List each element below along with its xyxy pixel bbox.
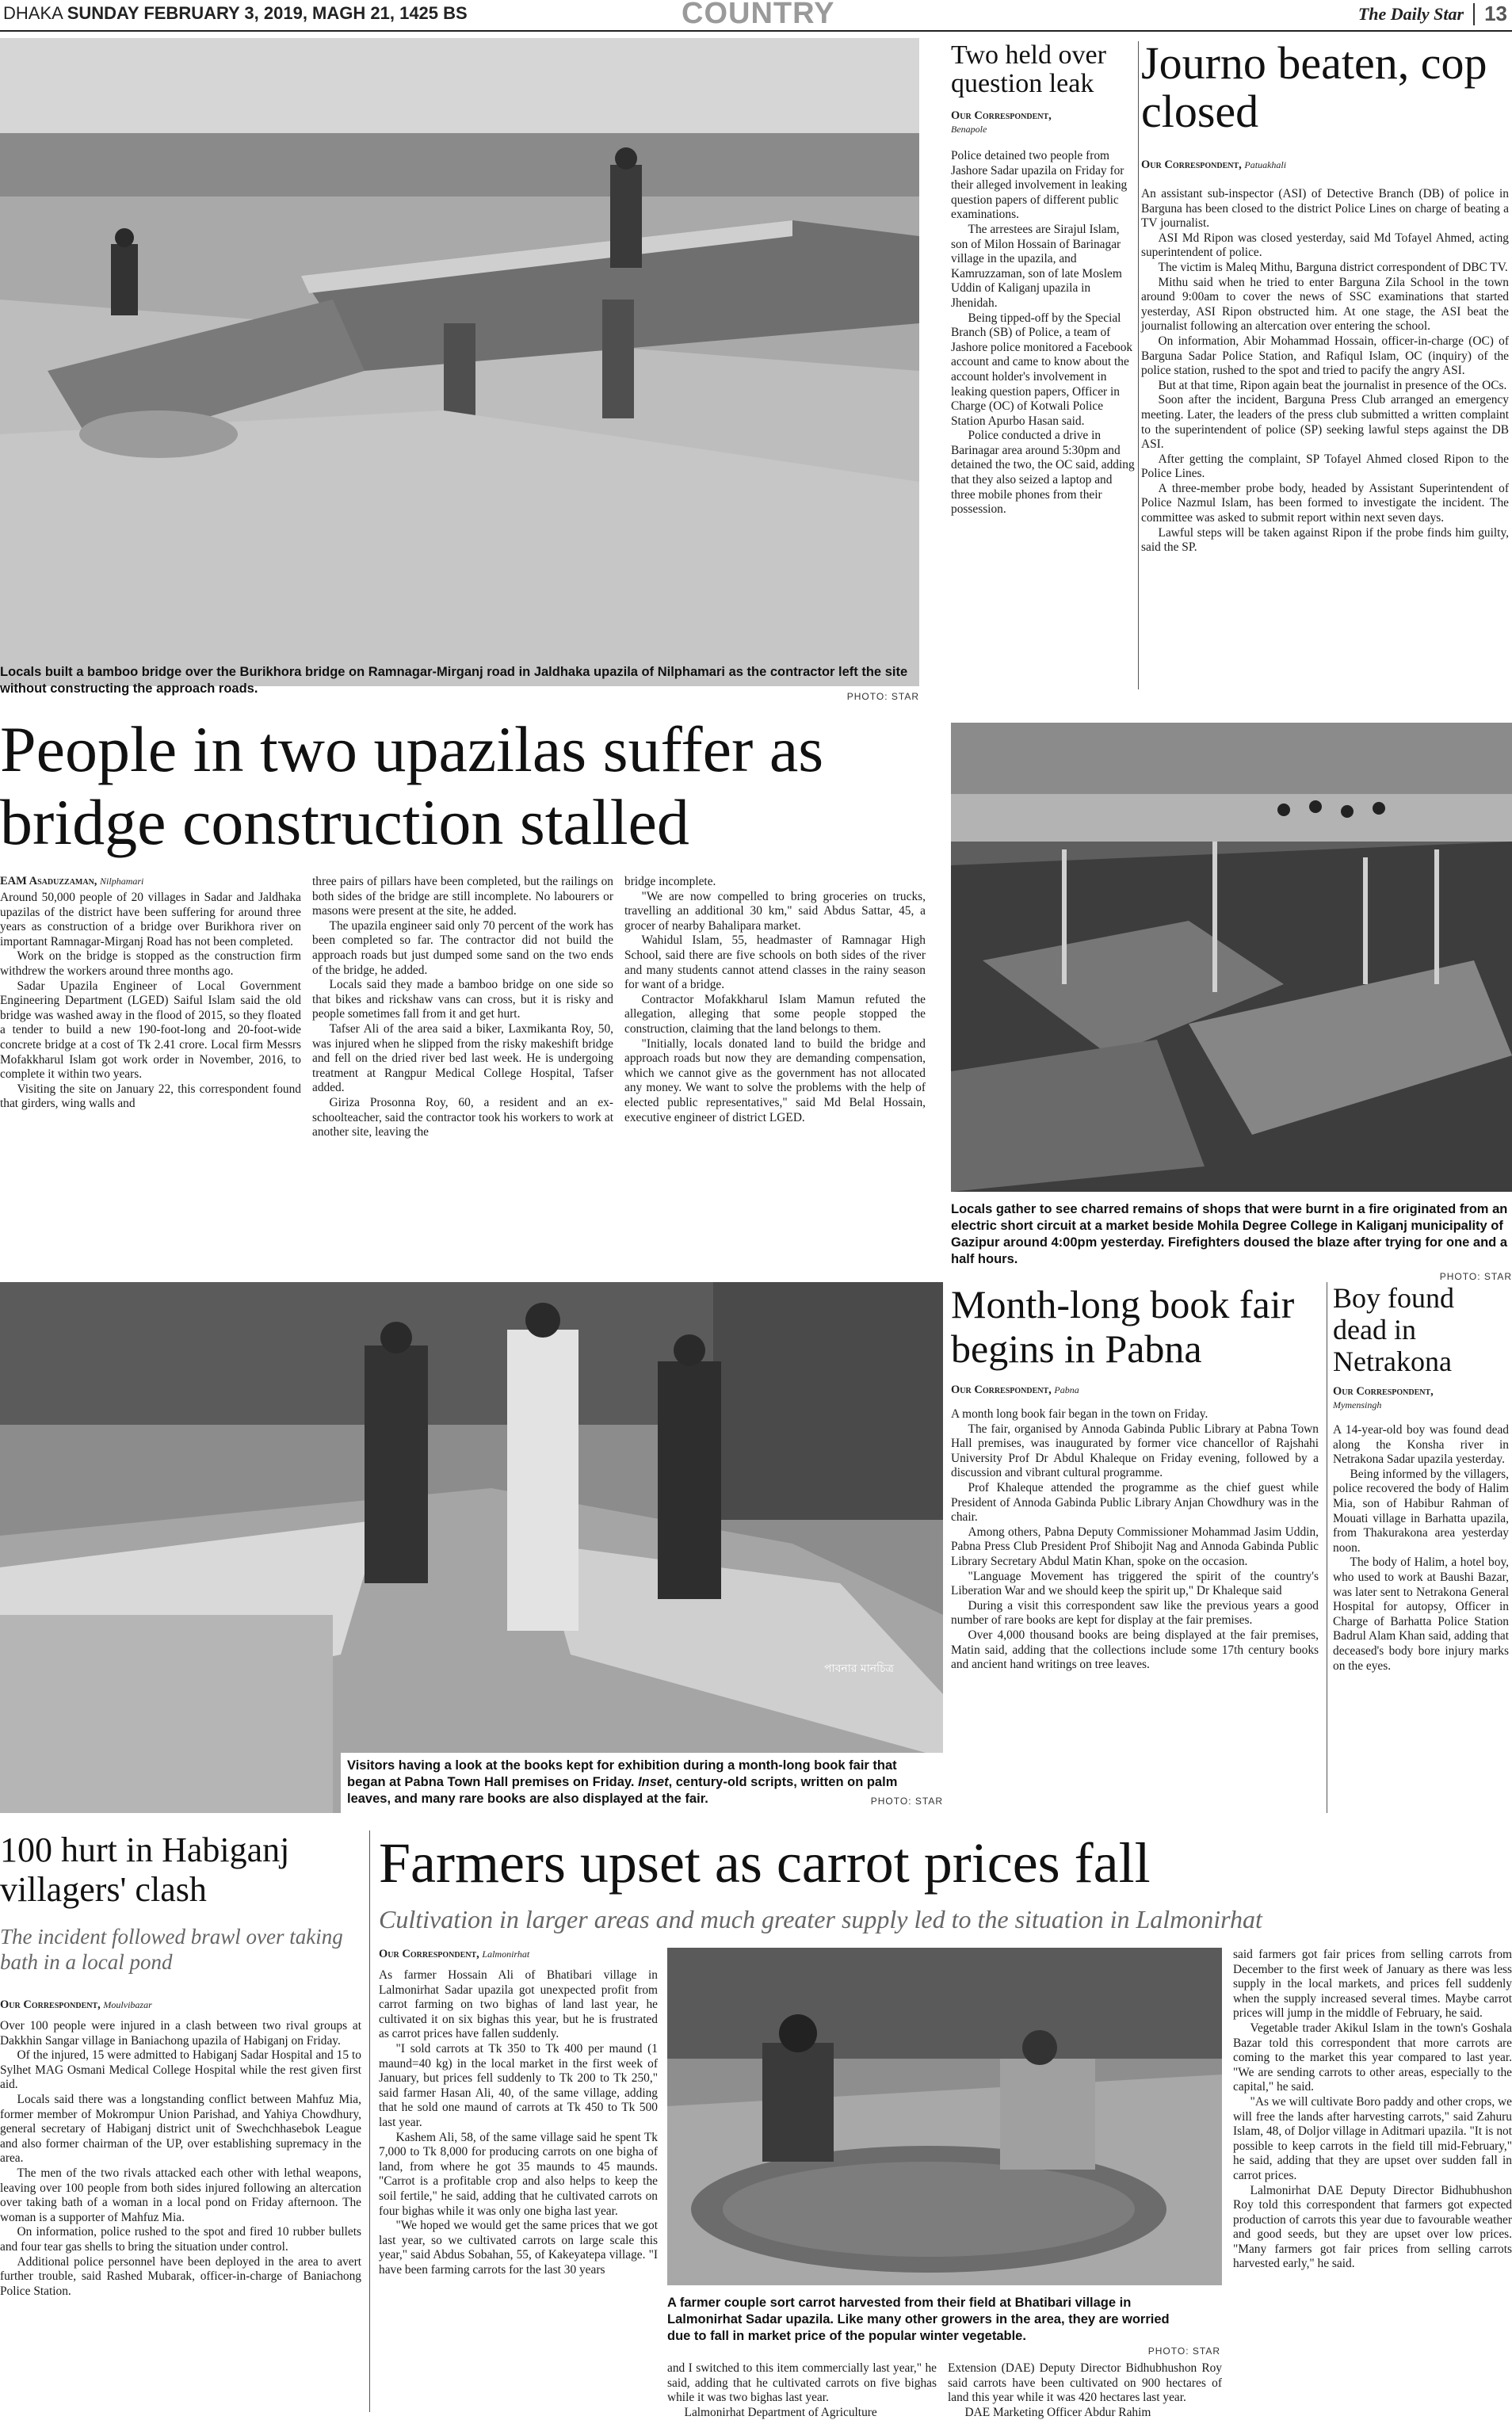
- carrot-paragraph: Extension (DAE) Deputy Director Bidhubhushon Roy said carrots have been cultivated on 900 hectares of land this year while it was 420 hectares last year.: [948, 2361, 1222, 2405]
- carrot-paragraph: DAE Marketing Officer Abdur Rahim: [964, 2405, 1151, 2419]
- masthead: [0, 0, 1512, 32]
- leak-headline: Two held over question leak: [951, 40, 1106, 98]
- bridge-paragraph: Work on the bridge is stopped as the construction firm withdrew the workers around three months ago.: [0, 949, 301, 978]
- fire-caption: Locals gather to see charred remains of shops that were burnt in a fire originated from an electric short circuit at a market beside Mohila Degree College in Kaliganj municipality of Gazipur around 4:00pm yesterday. Firefighters doused the blaze after trying for one and a half hours.: [951, 1202, 1508, 1266]
- carrot-paragraph: Kashem Ali, 58, of the same village said he spent Tk 7,000 to Tk 8,000 for producing carrots on one bigha of land, from where he got 35 maunds to 45 maunds. "Carrot is a profitable crop and also helps to keep the soil fertile," he said, adding that he cultivated carrots on four bighas while it was only one bigha last year.: [379, 2130, 658, 2218]
- carrot-paragraph: and I switched to this item commercially last year," he said, adding that he cultivated carrots on five bighas while it was two bighas last year.: [667, 2361, 937, 2405]
- journo-paragraph: A three-member probe body, headed by Assistant Superintendent of Police Nazmul Islam, has been formed to investigate the incident. The committee was asked to submit report within next seven days.: [1141, 481, 1509, 525]
- leak-paragraph: Being tipped-off by the Special Branch (SB) of Police, a team of Jashore police monitored a Facebook account and came to know about the account holder's involvement in leaking question papers, Officer in Charge (OC) of Kotwali Police Station Apurbo Hasan said.: [951, 311, 1133, 428]
- bookfair-paragraph: The fair, organised by Annoda Gabinda Public Library at Pabna Town Hall premises, was inaugurated by former vice chancellor of Rajshahi University Prof Dr Abdul Khaleque on Friday evening, followed by a discussion and vibrant cultural programme.: [951, 1422, 1319, 1480]
- bridge-body-col3: [624, 875, 926, 1125]
- paper-logo: The Daily Star: [1357, 3, 1464, 24]
- carrot-paragraph: Lalmonirhat DAE Deputy Director Bidhubhushon Roy told this correspondent that farmers got expected production of carrots this year due to favourable weather and good seeds, but they are upset over low prices. "Many farmers got fair prices from selling carrots harvested early," he said.: [1233, 2183, 1512, 2271]
- carrot-body-col3: [948, 2361, 1222, 2420]
- journo-paragraph: The victim is Maleq Mithu, Barguna district correspondent of DBC TV.: [1158, 260, 1508, 274]
- section-title: COUNTRY: [682, 0, 835, 30]
- carrot-caption: A farmer couple sort carrot harvested from their field at Bhatibari village in Lalmonirhat Sadar upazila. Like many other growers in the area, they are worried due to fall in market price of the popular winter vegetable.: [667, 2296, 1170, 2343]
- clash-byline: Our Correspondent, Moulvibazar: [0, 1998, 152, 2011]
- bridge-paragraph: Locals said they made a bamboo bridge on one side so that bikes and rickshaw vans can cross, but it is risky and people sometimes fall from it and get hurt.: [312, 978, 613, 1021]
- bridge-paragraph: "Initially, locals donated land to build the bridge and approach roads but now they are demanding compensation, which we cannot give as the government has not allocated any money. We want to solve the problems with the help of elected public representatives," said Md Belal Hossain, executive engineer of district LGED.: [624, 1036, 926, 1124]
- boy-paragraph: A 14-year-old boy was found dead along the Konsha river in Netrakona Sadar upazila yesterday.: [1333, 1423, 1509, 1467]
- clash-paragraph: Additional police personnel have been deployed in the area to avert further trouble, said Rashed Mubarak, officer-in-charge of Baniachong Police Station.: [0, 2254, 361, 2298]
- carrot-byline: Our Correspondent, Lalmonirhat: [379, 1948, 530, 1960]
- fire-photo: [951, 723, 1512, 1192]
- carrot-paragraph: "I sold carrots at Tk 350 to Tk 400 per maund (1 maund=40 kg) in the local market in the first week of January, but prices fell suddenly to Tk 200 to Tk 250," said farmer Hasan Ali, 40, of the same village, adding that he sold one maund of carrots at Tk 450 to Tk 500 last year.: [379, 2041, 658, 2129]
- bridge-byline: EAM Asaduzzaman, Nilphamari: [0, 875, 144, 887]
- journo-paragraph: On information, Abir Mohammad Hossain, officer-in-charge (OC) of Barguna Sadar Police Station, and Rafiqul Islam, OC (inquiry) of the police station, rushed to the spot and tried to pacify the angry ASI.: [1141, 334, 1509, 378]
- bookfair-body: [951, 1407, 1319, 1673]
- bookfair-photo-image: [0, 1282, 943, 1813]
- carrot-paragraph: "We hoped we would get the same prices that we got last year, so we cultivated carrots on large scale this year," said Abdus Sobahan, 55, of Kakeyatepa village. "I have been farming carrots for the last 30 years: [379, 2219, 658, 2277]
- bookfair-paragraph: "Language Movement has triggered the spirit of the country's Liberation War and we should keep the spirit up," Dr Khaleque said: [951, 1569, 1319, 1598]
- journo-paragraph: After getting the complaint, SP Tofayel Ahmed closed Ripon to the Police Lines.: [1141, 452, 1509, 481]
- bookfair-photo-credit: PHOTO: STAR: [870, 1796, 943, 1807]
- carrot-photo: [667, 1948, 1222, 2285]
- page-number: 13: [1484, 2, 1507, 25]
- journo-byline: Our Correspondent, Patuakhali: [1141, 158, 1287, 171]
- clash-paragraph: The men of the two rivals attacked each other with lethal weapons, leaving over 100 people from both sides injured following an altercation over taking bath of a woman in a local pond on Friday afternoon. The woman is a supporter of Mahfuz Mia.: [0, 2166, 361, 2224]
- bridge-paragraph: bridge incomplete.: [624, 875, 716, 888]
- carrot-body-col1: [379, 1968, 658, 2277]
- clash-paragraph: On information, police rushed to the spot and fired 10 rubber bullets and four tear gas shells to bring the situation under control.: [0, 2225, 361, 2254]
- bookfair-byline: Our Correspondent, Pabna: [951, 1384, 1079, 1396]
- fire-photo-image: [951, 723, 1512, 1192]
- boy-headline: Boy found dead in Netrakona: [1333, 1282, 1454, 1377]
- clash-paragraph: Over 100 people were injured in a clash between two rival groups at Dakkhin Sangar village in Baniachong upazila of Habiganj on Friday.: [0, 2019, 361, 2048]
- bookfair-paragraph: During a visit this correspondent saw like the previous years a good number of rare books are kept for display at the fair premises.: [951, 1598, 1319, 1628]
- dateline-date: SUNDAY FEBRUARY 3, 2019, MAGH 21, 1425 BS: [67, 3, 468, 23]
- journo-paragraph: Soon after the incident, Barguna Press Club arranged an emergency meeting. Later, the leaders of the press club submitted a written complaint to the superintendent of police (SP) seeking lawful steps against the DB ASI.: [1141, 393, 1509, 452]
- clash-body: [0, 2019, 361, 2299]
- leak-byline: Our Correspondent, Benapole: [951, 109, 1052, 135]
- clash-paragraph: Of the injured, 15 were admitted to Habiganj Sadar Hospital and 15 to Sylhet MAG Osmani Medical College Hospital while the rest given first aid.: [0, 2048, 361, 2092]
- bridge-paragraph: Contractor Mofakkharul Islam Mamun refuted the allegation, alleging that some people stopped the construction, claiming that the land belongs to them.: [624, 992, 926, 1036]
- masthead-divider: [1473, 3, 1475, 25]
- carrot-photo-image: [667, 1948, 1222, 2285]
- bookfair-paragraph: Over 4,000 thousand books are being displayed at the fair premises, Matin said, adding that the collections include some 17th century books and ancient hand writings on tree leaves.: [951, 1628, 1319, 1672]
- bookfair-photo: [0, 1282, 943, 1813]
- carrot-body-col4: [1233, 1948, 1512, 2272]
- boy-body: [1333, 1423, 1509, 1674]
- bridge-headline: People in two upazilas suffer as bridge construction stalled: [0, 713, 824, 858]
- dateline-city: DHAKA: [3, 3, 63, 23]
- bridge-paragraph: three pairs of pillars have been completed, but the railings on both sides of the bridge are still incomplete. No labourers or masons were present at the site, he added.: [312, 875, 613, 918]
- bridge-paragraph: Wahidul Islam, 55, headmaster of Ramnagar High School, said there are five schools on both sides of the river and many students cannot attend classes in the rainy season for want of a bridge.: [624, 933, 926, 992]
- carrot-kicker: Cultivation in larger areas and much greater supply led to the situation in Lalmonirhat: [379, 1905, 1262, 1933]
- column-divider: [369, 1830, 370, 2412]
- carrot-paragraph: Lalmonirhat Department of Agriculture: [684, 2405, 877, 2419]
- bookfair-headline: Month-long book fair begins in Pabna: [951, 1282, 1295, 1371]
- journo-paragraph: An assistant sub-inspector (ASI) of Detective Branch (DB) of police in Barguna has been closed to the district Police Lines on charge of beating a TV journalist.: [1141, 187, 1509, 231]
- bridge-photo: [0, 38, 919, 686]
- bridge-paragraph: Giriza Prosonna Roy, 60, a resident and an ex-schoolteacher, said the contractor took his workers to work at another site, leaving the: [312, 1095, 613, 1139]
- bridge-photo-credit: PHOTO: STAR: [846, 691, 919, 702]
- bookfair-caption: Visitors having a look at the books kept for exhibition during a month-long book fair that began at Pabna Town Hall premises on Friday. Inset, century-old scripts, written on palm leaves, and many rare books are also displayed at the fair.: [341, 1753, 943, 1813]
- bridge-paragraph: Tafser Ali of the area said a biker, Laxmikanta Roy, 50, was injured when he slipped from the risky makeshift bridge and fell on the dried river bed last week. He is undergoing treatment at Rangpur Medical College Hospital, Tafser added.: [312, 1021, 613, 1095]
- journo-headline: Journo beaten, cop closed: [1141, 37, 1487, 137]
- boy-byline: Our Correspondent, Mymensingh: [1333, 1385, 1434, 1410]
- leak-paragraph: Police conducted a drive in Barinagar area around 5:30pm and detained the two, the OC said, adding that they also seized a laptop and three mobile phones from their possession.: [951, 429, 1135, 517]
- bookfair-paragraph: Among others, Pabna Deputy Commissioner Mohammad Jasim Uddin, Pabna Press Club President Prof Shibojit Nag and Annoda Gabinda Public Library Secretary Abdul Matin Khan, spoke on the occasion.: [951, 1525, 1319, 1568]
- leak-body: [951, 149, 1135, 517]
- clash-paragraph: Locals said there was a longstanding conflict between Mahfuz Mia, former member of Mokrompur Union Parishad, and Yahiya Chowdhury, general secretary of Habiganj district unit of Swechchhasebok League and also former chairman of the UP, over establishing supremacy in the area.: [0, 2092, 361, 2166]
- journo-body: [1141, 187, 1509, 555]
- masthead-right: [1358, 2, 1507, 26]
- bridge-caption: Locals built a bamboo bridge over the Burikhora bridge on Ramnagar-Mirganj road in Jaldhaka upazila of Nilphamari as the contractor left the site without constructing the approach roads.: [0, 665, 908, 696]
- carrot-paragraph: Vegetable trader Akikul Islam in the town's Goshala Bazar told this correspondent that more carrots are coming to the market this year compared to last year. "We are sending carrots to other areas, especially to the capital," he said.: [1233, 2021, 1512, 2094]
- leak-paragraph: The arrestees are Sirajul Islam, son of Milon Hossain of Barinagar village in the upazila, and Kamruzzaman, son of late Moslem Uddin of Kaliganj upazila in Jhenidah.: [951, 222, 1122, 310]
- clash-headline: 100 hurt in Habiganj villagers' clash: [0, 1830, 290, 1909]
- carrot-photo-credit: PHOTO: STAR: [1147, 2346, 1220, 2357]
- bridge-body-col2: [312, 875, 613, 1140]
- boy-paragraph: Being informed by the villagers, police recovered the body of Halim Mia, son of Habibur Rahman of Mouati village in Barhatta upazila, from Thakurakona area yesterday noon.: [1333, 1467, 1509, 1555]
- boy-paragraph: The body of Halim, a hotel boy, who used to work at Baushi Bazar, was later sent to Netrakona General Hospital for autopsy, Officer in Charge of Barhatta Police Station Badrul Alam Khan said, adding that deceased's body bore injury marks on the eyes.: [1333, 1555, 1509, 1673]
- fire-photo-credit: PHOTO: STAR: [1439, 1271, 1512, 1282]
- bookfair-paragraph: Prof Khaleque attended the programme as the chief guest while President of Annoda Gabinda Public Library Anjan Chowdhury was in the chair.: [951, 1480, 1319, 1525]
- bridge-paragraph: The upazila engineer said only 70 percent of the work has been completed so far. The contractor did not build the approach roads but just dumped some sand on the two ends of the bridge, he added.: [312, 918, 613, 977]
- carrot-body-col2: [667, 2361, 937, 2420]
- bookfair-paragraph: A month long book fair began in the town on Friday.: [951, 1407, 1208, 1421]
- leak-paragraph: Police detained two people from Jashore Sadar upazila on Friday for their alleged involvement in leaking question papers of different public examinations.: [951, 149, 1128, 222]
- column-divider: [1138, 41, 1139, 689]
- carrot-paragraph: said farmers got fair prices from selling carrots from December to the first week of January as there was less supply in the local markets, and prices fell suddenly when the supply increased several times. Maybe carrot prices will jump in the middle of February, he said.: [1233, 1948, 1512, 2021]
- bridge-paragraph: "We are now compelled to bring groceries on trucks, travelling an additional 30 km," said Abdus Sattar, 45, a grocer of nearby Bahalipara market.: [624, 889, 926, 933]
- bookfair-sign-text: পাবনার মানচিত্র: [824, 1662, 894, 1675]
- bridge-paragraph: Around 50,000 people of 20 villages in Sadar and Jaldhaka upazilas of the district have been suffering for around three years as construction of a bridge over Burikhora river on important Ramnagar-Mirganj Road has not been completed.: [0, 891, 301, 949]
- bridge-paragraph: Sadar Upazila Engineer of Local Government Engineering Department (LGED) Saiful Islam said the old bridge was washed away in the flood of 2015, so they floated a tender to build a new 190-foot-long and 20-foot-wide concrete bridge at a cost of Tk 2.41 crore. Local firm Messrs Mofakkharul Islam got work order in November, 2016, to complete it within two years.: [0, 979, 301, 1082]
- bridge-body-col1: [0, 891, 301, 1112]
- bridge-photo-image: [0, 38, 919, 686]
- carrot-headline: Farmers upset as carrot prices fall: [379, 1831, 1151, 1895]
- clash-kicker: The incident followed brawl over taking bath in a local pond: [0, 1925, 343, 1974]
- carrot-paragraph: As farmer Hossain Ali of Bhatibari village in Lalmonirhat Sadar upazila got unexpected profit from carrot farming on two bighas of land last year, he cultivated it on six bighas this year, but he is frustrated as carrot prices have fallen suddenly.: [379, 1968, 658, 2041]
- journo-paragraph: ASI Md Ripon was closed yesterday, said Md Tofayel Ahmed, acting superintendent of police.: [1141, 231, 1509, 260]
- journo-paragraph: But at that time, Ripon again beat the journalist in presence of the OCs.: [1158, 378, 1507, 392]
- journo-paragraph: Mithu said when he tried to enter Barguna Zila School in the town around 9:00am to cover the news of SSC examinations that started yesterday, ASI Ripon obstructed him. At one stage, the ASI beat the journalist following an altercation over entering the school.: [1141, 275, 1509, 334]
- bridge-paragraph: Visiting the site on January 22, this correspondent found that girders, wing walls and: [0, 1082, 301, 1111]
- journo-paragraph: Lawful steps will be taken against Ripon if the probe finds him guilty, said the SP.: [1141, 525, 1509, 555]
- carrot-paragraph: "As we will cultivate Boro paddy and other crops, we will free the lands after harvesting carrots," said Zahuru Islam, 48, of Doljor village in Aditmari upazila. "It is not possible to keep carrots in the field till mid-February," he said, adding that they are upset over sudden fall in carrot prices.: [1233, 2094, 1512, 2182]
- dateline: [3, 3, 468, 24]
